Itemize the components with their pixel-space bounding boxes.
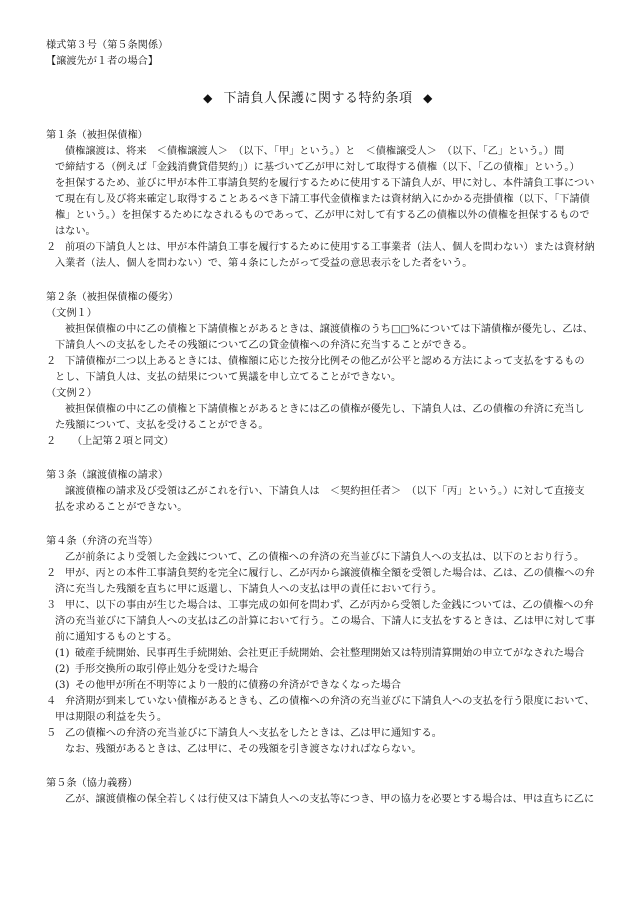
sub-item <box>46 662 590 678</box>
text-line: とし、下請負人は、支払の結果について異議を申し立てることができない。 <box>55 372 402 383</box>
item-number: ２ <box>46 242 57 253</box>
article-4-item-4 <box>46 694 595 726</box>
text-line: 被担保債権の中に乙の債権と下請債権とがあるときは、譲渡債権のうち□□%については下請債権が優先し、乙は、 <box>65 324 593 335</box>
text-line: で締結する（例えば「金銭消費貸借契約」）に基づいて乙が甲に対して取得する債権（以下、「乙の債権」という。） <box>55 162 580 173</box>
article-1-paragraph-1 <box>46 144 595 240</box>
article-1-title: 第１条（被担保債権） <box>46 130 148 141</box>
document-title-text: 下請負人保護に関する特約条項 <box>223 91 413 106</box>
text-line: 入業者（法人、個人を問わない）で、第４条にしたがって受益の意思表示をした者をいう。 <box>55 258 473 269</box>
item-number: ２ <box>46 436 57 447</box>
text-line: 済に充当した残額を直ちに甲に返還し、下請負人への支払は甲の責任において行う。 <box>55 584 443 595</box>
text-line: 下請債権が二つ以上あるときには、債権額に応じた按分比例その他乙が公平と認める方法によって支払をするもの <box>65 356 585 367</box>
text-line: を担保するため、並びに甲が本件工事請負契約を履行するために使用する下請負人が、甲に対し、本件請負工事につい <box>55 178 595 189</box>
item-number: ５ <box>46 728 57 739</box>
article-5-title: 第５条（協力義務） <box>46 778 138 789</box>
diamond-icon-right: ◆ <box>423 91 433 105</box>
article-1-item-2 <box>46 240 595 272</box>
text-line: 甲に、以下の事由が生じた場合は、工事完成の如何を問わず、乙が丙から受領した金銭については、乙の債権への弁 <box>65 600 594 611</box>
sub-item-text: その他甲が所在不明等により一般的に債務の弁済ができなくなった場合 <box>75 680 401 691</box>
text-line: 乙が前条により受領した金銭について、乙の債権への弁済の充当並びに下請負人への支払は、以下のとおり行う。 <box>65 552 585 563</box>
item-number: ２ <box>46 568 57 579</box>
article-4-item-3 <box>46 598 595 646</box>
form-number: 様式第３号（第５条関係） <box>46 40 169 51</box>
article-3-title: 第３条（譲渡債権の請求） <box>46 470 169 481</box>
text-line: 前に通知するものとする。 <box>55 632 178 643</box>
text-line: 権」という。）を担保するためになされるものであって、乙が甲に対して有する乙の債権以外の債権を担保するもので <box>55 210 590 221</box>
text-line: はない。 <box>55 226 96 237</box>
text-line: 払を求めることができない。 <box>55 502 188 513</box>
variant-label-1: （文例１） <box>46 308 97 319</box>
item-number: ２ <box>46 356 57 367</box>
article-2-title: 第２条（被担保債権の優劣） <box>46 292 179 303</box>
sub-item-number: (2) <box>55 664 70 675</box>
text-line: 甲が、丙との本件工事請負契約を完全に履行し、乙が丙から譲渡債権全額を受領した場合は、乙は、乙の債権への弁 <box>65 568 595 579</box>
article-2 <box>46 290 593 450</box>
sub-item-text: 破産手続開始、民事再生手続開始、会社更正手続開始、会社整理開始又は特別清算開始の申立てがなされた場合 <box>75 648 585 659</box>
article-4-title: 第４条（弁済の充当等） <box>46 536 159 547</box>
document-title <box>46 89 590 108</box>
article-5 <box>46 776 595 808</box>
article-4 <box>46 534 595 758</box>
item-number: ３ <box>46 600 57 611</box>
sub-item-text: 手形交換所の取引停止処分を受けた場合 <box>75 664 259 675</box>
text-line: て現在有し及び将来確定し取得することあるべき下請工事代金債権または資材納入にかかる売掛債権（以下、「下請債 <box>55 194 590 205</box>
document-page <box>46 38 595 808</box>
sub-item <box>46 646 590 662</box>
sub-item-number: (1) <box>55 648 70 659</box>
text-line: なお、残額があるときは、乙は甲に、その残額を引き渡さなければならない。 <box>65 744 422 755</box>
text-line: た残額について、支払を受けることができる。 <box>55 420 269 431</box>
text-line: 前項の下請負人とは、甲が本件請負工事を履行するために使用する工事業者（法人、個人を問わない）または資材納 <box>65 242 595 253</box>
text-line: 乙が、譲渡債権の保全若しくは行使又は下請負人への支払等につき、甲の協力を必要とする場合は、甲は直ちに乙に <box>65 794 595 805</box>
text-line: 被担保債権の中に乙の債権と下請債権とがあるときには乙の債権が優先し、下請負人は、乙の債権の弁済に充当し <box>65 404 585 415</box>
sub-item <box>46 678 590 694</box>
text-line: 債権譲渡は、将来 ＜債権譲渡人＞ （以下、「甲」という。）と ＜債権譲受人＞ （以下、「乙」という。）間 <box>65 146 565 157</box>
item-number: ４ <box>46 696 57 707</box>
article-2-v1-item-2 <box>46 354 590 386</box>
article-4-item-2 <box>46 566 595 598</box>
sub-item-number: (3) <box>55 680 70 691</box>
article-2-v2-paragraph <box>46 402 590 434</box>
text-line: 弁済期が到来していない債権があるときも、乙の債権への弁済の充当並びに下請負人への支払を行う限度において、 <box>65 696 595 707</box>
case-label: 【譲渡先が１者の場合】 <box>46 56 159 67</box>
text-line: 譲渡債権の請求及び受領は乙がこれを行い、下請負人は ＜契約担任者＞ （以下「丙」という。）に対して直接支 <box>65 486 585 497</box>
text-line: 乙の債権への弁済の充当並びに下請負人へ支払をしたときは、乙は甲に通知する。 <box>65 728 442 739</box>
text-line: 下請負人への支払をしたその残額について乙の貸金債権への弁済に充当することができる。 <box>55 340 473 351</box>
variant-label-2: （文例２） <box>46 388 97 399</box>
article-2-v1-paragraph <box>46 322 593 354</box>
article-1 <box>46 128 595 272</box>
article-2-v2-item-2 <box>46 434 590 450</box>
text-line: （上記第２項と同文） <box>72 436 174 447</box>
article-3 <box>46 468 590 516</box>
text-line: 済の充当並びに下請負人への支払は乙の計算において行う。この場合、下請人に支払をするときは、乙は甲に対して事 <box>55 616 595 627</box>
article-4-item-5 <box>46 726 590 758</box>
diamond-icon-left: ◆ <box>203 91 213 105</box>
text-line: 甲は期限の利益を失う。 <box>55 712 168 723</box>
